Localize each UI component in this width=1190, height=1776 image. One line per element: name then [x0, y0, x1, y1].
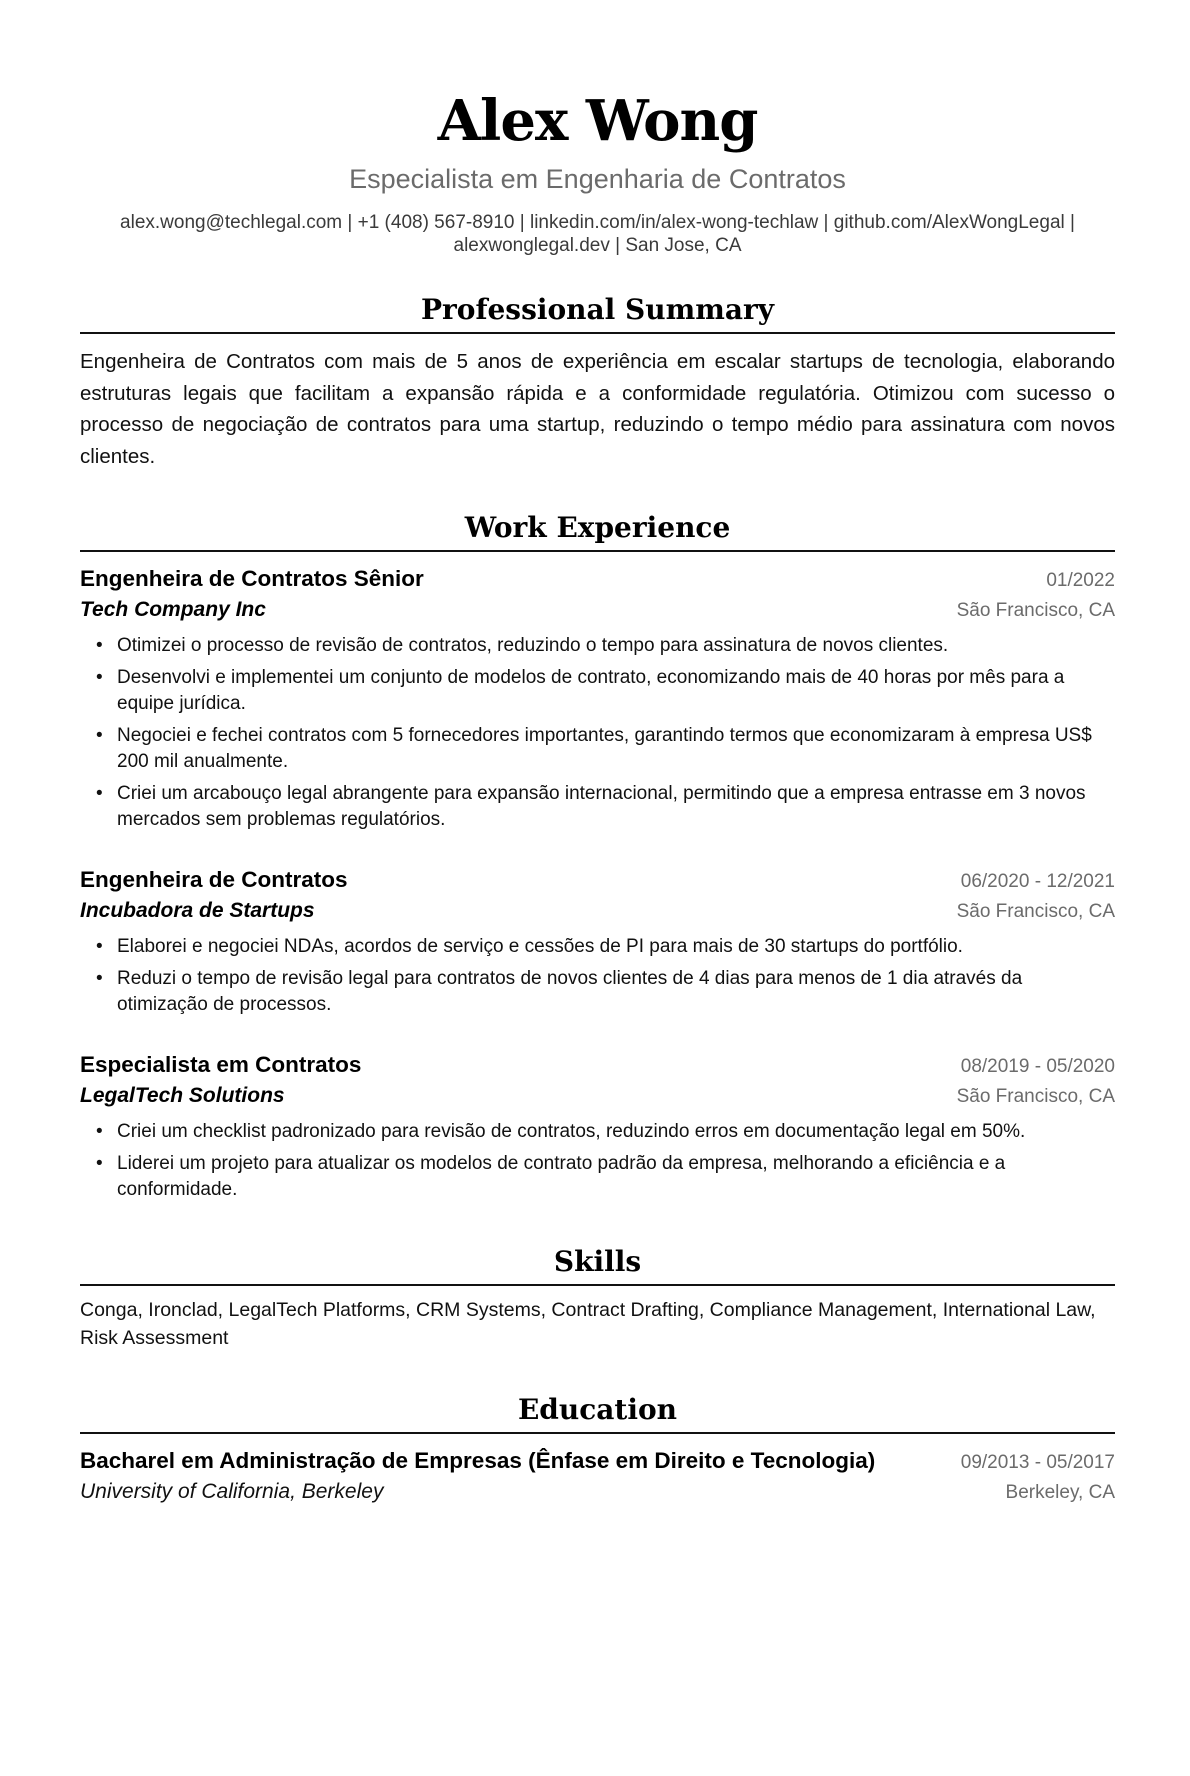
experience-section: [80, 511, 1115, 1203]
skills-section: [80, 1245, 1115, 1352]
experience-heading: Work Experience: [80, 511, 1115, 552]
degree-title: Bacharel em Administração de Empresas (Ênfase em Direito e Tecnologia): [80, 1448, 876, 1474]
bullet-item: • Negociei e fechei contratos com 5 fornecedores importantes, garantindo termos que economizaram à empresa US$ 200 mil anualmente.: [80, 723, 1115, 775]
summary-section: [80, 293, 1115, 472]
job-title: Engenheira de Contratos: [80, 867, 348, 893]
bullet-item: • Liderei um projeto para atualizar os modelos de contrato padrão da empresa, melhorando a eficiência e a conformidade.: [80, 1151, 1115, 1203]
bullet-item: • Elaborei e negociei NDAs, acordos de serviço e cessões de PI para mais de 30 startups do portfólio.: [80, 934, 1115, 960]
education-date: 09/2013 - 05/2017: [960, 1452, 1115, 1474]
candidate-headline: Especialista em Engenharia de Contratos: [349, 164, 846, 194]
job-title: Especialista em Contratos: [80, 1052, 362, 1078]
summary-text: Engenheira de Contratos com mais de 5 anos de experiência em escalar startups de tecnologia, elaborando estruturas legais que facilitam a expansão rápida e a conformidade regulatória. Otimizou com sucesso o processo de negociação de contratos para uma startup, reduzindo o tempo médio para assinatura com novos clientes.: [80, 350, 1115, 468]
skills-heading: Skills: [80, 1245, 1115, 1286]
job-entry: [80, 564, 1115, 833]
bullet-item: • Otimizei o processo de revisão de contratos, reduzindo o tempo para assinatura de novos clientes.: [80, 633, 1115, 659]
resume-page: [0, 88, 1190, 1776]
summary-heading: Professional Summary: [80, 293, 1115, 334]
contact-info: [90, 211, 1105, 257]
company-name: Tech Company Inc: [80, 598, 266, 622]
company-name: LegalTech Solutions: [80, 1084, 285, 1108]
company-name: Incubadora de Startups: [80, 899, 315, 923]
bullet-item: • Criei um checklist padronizado para revisão de contratos, reduzindo erros em documentação legal em 50%.: [80, 1119, 1115, 1145]
job-location: São Francisco, CA: [956, 600, 1115, 622]
job-date: 01/2022: [1046, 570, 1115, 592]
candidate-name: Alex Wong: [437, 88, 758, 154]
education-entry: [80, 1446, 1115, 1507]
education-heading: Education: [80, 1393, 1115, 1434]
school-name: University of California, Berkeley: [80, 1480, 384, 1504]
job-location: São Francisco, CA: [956, 1086, 1115, 1108]
skills-list: Conga, Ironclad, LegalTech Platforms, CRM Systems, Contract Drafting, Compliance Management, International Law, Risk Assessment: [80, 1299, 1096, 1350]
education-location: Berkeley, CA: [1005, 1482, 1115, 1504]
bullet-item: • Criei um arcabouço legal abrangente para expansão internacional, permitindo que a empresa entrasse em 3 novos mercados sem problemas regulatórios.: [80, 781, 1115, 833]
job-date: 06/2020 - 12/2021: [960, 871, 1115, 893]
contact-line-1: alex.wong@techlegal.com | +1 (408) 567-8910 | linkedin.com/in/alex-wong-techlaw | github.com/AlexWongLegal |: [120, 212, 1075, 234]
job-bullets: [80, 633, 1115, 833]
contact-line-2: alexwonglegal.dev | San Jose, CA: [453, 235, 742, 257]
education-section: [80, 1393, 1115, 1507]
job-entry: [80, 865, 1115, 1018]
job-bullets: [80, 934, 1115, 1018]
job-bullets: [80, 1119, 1115, 1203]
job-date: 08/2019 - 05/2020: [960, 1056, 1115, 1078]
job-location: São Francisco, CA: [956, 901, 1115, 923]
bullet-item: • Desenvolvi e implementei um conjunto de modelos de contrato, economizando mais de 40 horas por mês para a equipe jurídica.: [80, 665, 1115, 717]
job-entry: [80, 1050, 1115, 1203]
bullet-item: • Reduzi o tempo de revisão legal para contratos de novos clientes de 4 dias para menos de 1 dia através da otimização de processos.: [80, 966, 1115, 1018]
job-title: Engenheira de Contratos Sênior: [80, 566, 424, 592]
